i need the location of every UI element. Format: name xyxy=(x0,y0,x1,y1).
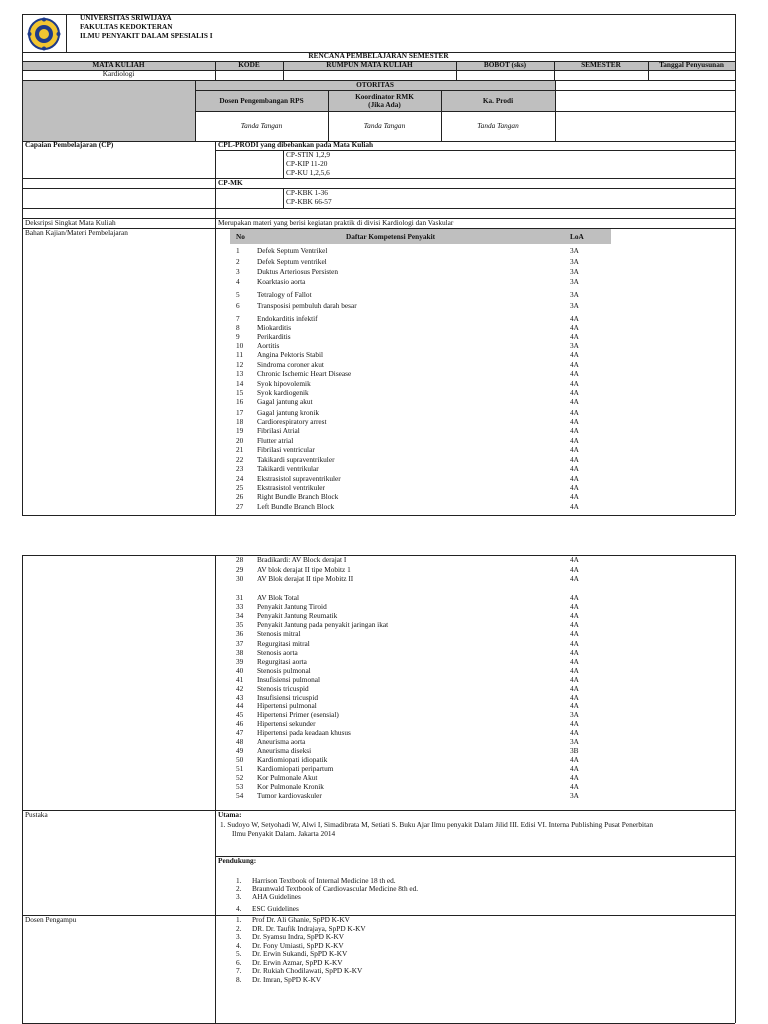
competency-level: 3A xyxy=(570,290,579,299)
competency-level: 4A xyxy=(570,701,579,710)
competency-row xyxy=(0,702,768,711)
competency-level: 3A xyxy=(570,246,579,255)
competency-row xyxy=(0,427,768,436)
otoritas-kaprodi: Ka. Prodi xyxy=(482,96,514,105)
competency-name: Kor Pulmonale Kronik xyxy=(257,782,324,791)
competency-level: 4A xyxy=(570,483,579,492)
competency-row xyxy=(0,456,768,465)
competency-level: 4A xyxy=(570,360,579,369)
competency-col-name: Daftar Kompetensi Penyakit xyxy=(346,232,436,241)
competency-row xyxy=(0,649,768,658)
competency-number: 2 xyxy=(236,257,240,266)
competency-row xyxy=(0,503,768,512)
dosen-number: 7. xyxy=(236,966,242,975)
competency-number: 10 xyxy=(236,341,244,350)
competency-number: 43 xyxy=(236,693,244,702)
competency-row xyxy=(0,603,768,612)
competency-number: 15 xyxy=(236,388,244,397)
competency-name: Stenosis aorta xyxy=(257,648,298,657)
competency-number: 52 xyxy=(236,773,244,782)
cp-mk-item: CP-KBK 66-57 xyxy=(286,197,332,206)
dosen-name: Dr. Syamsu Indra, SpPD K-KV xyxy=(252,932,345,941)
otoritas-koordinator-note: (Jika Ada) xyxy=(368,100,401,109)
pendukung-no: 1. xyxy=(236,876,242,885)
dosen-label: Dosen Pengampu xyxy=(25,915,77,924)
header-tanggal: Tanggal Penyusunan xyxy=(659,60,724,69)
competency-number: 1 xyxy=(236,246,240,255)
competency-level: 4A xyxy=(570,369,579,378)
competency-number: 18 xyxy=(236,417,244,426)
dosen-name: Dr. Erwin Sukandi, SpPD K-KV xyxy=(252,949,348,958)
competency-number: 41 xyxy=(236,675,244,684)
pendukung-no: 2. xyxy=(236,884,242,893)
competency-number: 9 xyxy=(236,332,240,341)
dosen-number: 1. xyxy=(236,915,242,924)
competency-level: 4A xyxy=(570,574,579,583)
competency-row xyxy=(0,756,768,765)
competency-row xyxy=(0,258,768,267)
competency-number: 28 xyxy=(236,555,244,564)
competency-level: 4A xyxy=(570,719,579,728)
sign-koordinator: Tanda Tangan xyxy=(363,121,406,130)
cpl-prodi-title: CPL-PRODI yang dibebankan pada Mata Kuliah xyxy=(218,140,374,149)
competency-name: Stenosis mitral xyxy=(257,629,301,638)
competency-row xyxy=(0,667,768,676)
competency-row xyxy=(0,575,768,584)
dosen-number: 3. xyxy=(236,932,242,941)
competency-number: 53 xyxy=(236,782,244,791)
competency-number: 48 xyxy=(236,737,244,746)
competency-row xyxy=(0,658,768,667)
competency-row xyxy=(0,446,768,455)
cp-mk-title: CP-MK xyxy=(218,178,243,187)
competency-level: 4A xyxy=(570,502,579,511)
competency-name: Sindroma coroner akut xyxy=(257,360,324,369)
competency-level: 4A xyxy=(570,648,579,657)
competency-level: 3A xyxy=(570,301,579,310)
competency-row xyxy=(0,640,768,649)
competency-level: 4A xyxy=(570,350,579,359)
competency-row xyxy=(0,475,768,484)
dosen-name: Dr. Rukiah Chodilawati, SpPD K-KV xyxy=(252,966,363,975)
competency-number: 5 xyxy=(236,290,240,299)
pendukung-ref: ESC Guidelines xyxy=(252,904,299,913)
competency-row xyxy=(0,792,768,801)
competency-level: 4A xyxy=(570,555,579,564)
pendukung-no: 4. xyxy=(236,904,242,913)
competency-name: Gagal jantung akut xyxy=(257,397,313,406)
competency-number: 30 xyxy=(236,574,244,583)
competency-number: 47 xyxy=(236,728,244,737)
competency-row xyxy=(0,291,768,300)
competency-name: Gagal jantung kronik xyxy=(257,408,320,417)
competency-level: 3A xyxy=(570,737,579,746)
competency-level: 4A xyxy=(570,675,579,684)
competency-name: Ekstrasistol ventrikuler xyxy=(257,483,325,492)
competency-name: Syok hipovolemik xyxy=(257,379,311,388)
competency-name: Tumor kardiovaskuler xyxy=(257,791,322,800)
competency-name: Hipertensi pada keadaan khusus xyxy=(257,728,351,737)
cp-mk-item: CP-KBK 1-36 xyxy=(286,188,328,197)
competency-name: AV blok derajat II tipe Mobitz 1 xyxy=(257,565,351,574)
faculty-name: FAKULTAS KEDOKTERAN xyxy=(80,22,173,31)
header-mata-kuliah: MATA KULIAH xyxy=(92,60,145,69)
header-bobot: BOBOT (sks) xyxy=(483,60,527,69)
competency-level: 4A xyxy=(570,426,579,435)
competency-row xyxy=(0,594,768,603)
competency-name: Aneurisma aorta xyxy=(257,737,306,746)
cpl-prodi-item: CP-KIP 11-20 xyxy=(286,159,328,168)
competency-name: Cardiorespiratory arrest xyxy=(257,417,327,426)
competency-name: Syok kardiogenik xyxy=(257,388,309,397)
otoritas-koordinator: Koordinator RMK xyxy=(355,92,414,101)
competency-name: Ekstrasistol supraventrikuler xyxy=(257,474,341,483)
competency-level: 4A xyxy=(570,693,579,702)
competency-number: 31 xyxy=(236,593,244,602)
competency-name: Right Bundle Branch Block xyxy=(257,492,339,501)
competency-name: Fibrilasi ventricular xyxy=(257,445,315,454)
competency-name: Stenosis pulmonal xyxy=(257,666,311,675)
competency-name: Tetralogy of Fallot xyxy=(257,290,312,299)
competency-row xyxy=(0,324,768,333)
competency-number: 29 xyxy=(236,565,244,574)
competency-number: 50 xyxy=(236,755,244,764)
competency-number: 17 xyxy=(236,408,244,417)
competency-number: 37 xyxy=(236,639,244,648)
competency-level: 4A xyxy=(570,602,579,611)
sign-dosen: Tanda Tangan xyxy=(240,121,283,130)
otoritas-dosen: Dosen Pengembangan RPS xyxy=(219,96,304,105)
cpl-prodi-item: CP-KU 1,2,5,6 xyxy=(286,168,330,177)
competency-name: Takikardi ventrikular xyxy=(257,464,319,473)
competency-level: 4A xyxy=(570,620,579,629)
competency-number: 21 xyxy=(236,445,244,454)
competency-level: 4A xyxy=(570,611,579,620)
university-name: UNIVERSITAS SRIWIJAYA xyxy=(80,13,172,22)
competency-level: 4A xyxy=(570,455,579,464)
pustaka-pendukung-title: Pendukung: xyxy=(218,856,257,865)
pustaka-label: Pustaka xyxy=(25,810,48,819)
competency-name: Hipertensi pulmonal xyxy=(257,701,317,710)
competency-number: 42 xyxy=(236,684,244,693)
competency-number: 39 xyxy=(236,657,244,666)
competency-level: 4A xyxy=(570,408,579,417)
competency-name: Transposisi pembuluh darah besar xyxy=(257,301,357,310)
competency-number: 14 xyxy=(236,379,244,388)
competency-level: 4A xyxy=(570,666,579,675)
competency-level: 4A xyxy=(570,464,579,473)
pustaka-utama-ref-cont: Ilmu Penyakit Dalam. Jakarta 2014 xyxy=(232,829,336,838)
bahan-label: Bahan Kajian/Materi Pembelajaran xyxy=(25,228,128,237)
competency-row xyxy=(0,418,768,427)
deskripsi-text: Merupakan materi yang berisi kegiatan praktik di divisi Kardiologi dan Vaskular xyxy=(218,218,454,227)
pendukung-no: 3. xyxy=(236,892,242,901)
competency-name: Defek Septum ventrikel xyxy=(257,257,327,266)
competency-number: 35 xyxy=(236,620,244,629)
competency-row xyxy=(0,774,768,783)
competency-row xyxy=(0,268,768,277)
competency-row xyxy=(0,566,768,575)
competency-row xyxy=(0,711,768,720)
competency-level: 3A xyxy=(570,277,579,286)
competency-name: Bradikardi: AV Block derajat I xyxy=(257,555,347,564)
competency-level: 4A xyxy=(570,657,579,666)
competency-level: 4A xyxy=(570,764,579,773)
competency-name: AV Blok derajat II tipe Mobitz II xyxy=(257,574,354,583)
pendukung-ref: Harrison Textbook of Internal Medicine 18 th ed. xyxy=(252,876,396,885)
competency-number: 22 xyxy=(236,455,244,464)
sign-kaprodi: Tanda Tangan xyxy=(477,121,519,130)
competency-name: Penyakit Jantung pada penyakit jaringan ikat xyxy=(257,620,389,629)
competency-row xyxy=(0,765,768,774)
competency-number: 19 xyxy=(236,426,244,435)
department-name: ILMU PENYAKIT DALAM SPESIALIS I xyxy=(80,31,213,40)
competency-name: Kor Pulmonale Akut xyxy=(257,773,318,782)
competency-name: Chronic Ischemic Heart Disease xyxy=(257,369,352,378)
competency-name: Penyakit Jantung Tiroid xyxy=(257,602,327,611)
competency-level: 3B xyxy=(570,746,579,755)
competency-row xyxy=(0,342,768,351)
competency-name: Duktus Arteriosus Persisten xyxy=(257,267,339,276)
competency-number: 8 xyxy=(236,323,240,332)
competency-number: 40 xyxy=(236,666,244,675)
competency-level: 4A xyxy=(570,755,579,764)
deskripsi-label: Deksripsi Singkat Mata Kuliah xyxy=(25,218,116,227)
competency-level: 4A xyxy=(570,684,579,693)
competency-row xyxy=(0,556,768,565)
cpl-prodi-item: CP-STIN 1,2,9 xyxy=(286,150,330,159)
competency-number: 45 xyxy=(236,710,244,719)
competency-row xyxy=(0,493,768,502)
competency-number: 7 xyxy=(236,314,240,323)
competency-name: Insufisiensi pulmonal xyxy=(257,675,321,684)
pendukung-ref: Braunwald Textbook of Cardiovascular Medicine 8th ed. xyxy=(252,884,419,893)
competency-name: Aortitis xyxy=(257,341,280,350)
competency-number: 38 xyxy=(236,648,244,657)
competency-level: 4A xyxy=(570,436,579,445)
competency-row xyxy=(0,484,768,493)
competency-number: 6 xyxy=(236,301,240,310)
competency-level: 4A xyxy=(570,332,579,341)
header-semester: SEMESTER xyxy=(581,60,621,69)
competency-number: 12 xyxy=(236,360,244,369)
competency-level: 3A xyxy=(570,267,579,276)
competency-name: Hipertensi Primer (esensial) xyxy=(257,710,339,719)
competency-row xyxy=(0,409,768,418)
competency-level: 4A xyxy=(570,629,579,638)
competency-name: Koarktasio aorta xyxy=(257,277,306,286)
competency-number: 51 xyxy=(236,764,244,773)
competency-number: 36 xyxy=(236,629,244,638)
pustaka-utama-title: Utama: xyxy=(218,810,242,819)
competency-number: 4 xyxy=(236,277,240,286)
competency-name: Kardiomiopati peripartum xyxy=(257,764,334,773)
competency-row xyxy=(0,302,768,311)
competency-level: 4A xyxy=(570,639,579,648)
competency-row xyxy=(0,370,768,379)
competency-level: 4A xyxy=(570,397,579,406)
competency-number: 13 xyxy=(236,369,244,378)
competency-row xyxy=(0,720,768,729)
competency-name: Regurgitasi mitral xyxy=(257,639,310,648)
competency-level: 4A xyxy=(570,593,579,602)
dosen-name: Prof Dr. Ali Ghanie, SpPD K-KV xyxy=(252,915,350,924)
competency-level: 3A xyxy=(570,257,579,266)
competency-number: 3 xyxy=(236,267,240,276)
competency-row xyxy=(0,389,768,398)
dosen-name: DR. Dr. Taufik Indrajaya, SpPD K-KV xyxy=(252,923,366,933)
otoritas-left-bg xyxy=(23,81,195,141)
competency-row xyxy=(0,398,768,407)
competency-level: 4A xyxy=(570,492,579,501)
competency-level: 4A xyxy=(570,417,579,426)
dosen-name: Dr. Erwin Azmar, SpPD K-KV xyxy=(252,957,343,967)
competency-number: 25 xyxy=(236,483,244,492)
competency-name: Takikardi supraventrikuler xyxy=(257,455,335,464)
competency-name: AV Blok Total xyxy=(257,593,300,602)
competency-row xyxy=(0,630,768,639)
competency-name: Perikarditis xyxy=(257,332,291,341)
dosen-number: 4. xyxy=(236,940,242,950)
competency-level: 4A xyxy=(570,474,579,483)
competency-row xyxy=(0,315,768,324)
university-logo xyxy=(27,17,61,51)
competency-name: Left Bundle Branch Block xyxy=(257,502,335,511)
competency-row xyxy=(0,437,768,446)
dosen-name: Dr. Fony Umiasti, SpPD K-KV xyxy=(252,940,344,950)
competency-number: 11 xyxy=(236,350,244,359)
competency-row xyxy=(0,465,768,474)
competency-row xyxy=(0,738,768,747)
competency-level: 3A xyxy=(570,341,579,350)
header-kode: KODE xyxy=(238,60,260,69)
pendukung-ref: AHA Guidelines xyxy=(252,892,301,901)
competency-level: 4A xyxy=(570,388,579,397)
competency-level: 4A xyxy=(570,773,579,782)
dosen-number: 8. xyxy=(236,974,242,984)
competency-row xyxy=(0,783,768,792)
competency-number: 34 xyxy=(236,611,244,620)
competency-row xyxy=(0,380,768,389)
dosen-number: 5. xyxy=(236,949,242,958)
competency-number: 49 xyxy=(236,746,244,755)
otoritas-title: OTORITAS xyxy=(356,80,394,89)
competency-row xyxy=(0,361,768,370)
competency-row xyxy=(0,729,768,738)
dosen-name: Dr. Imran, SpPD K-KV xyxy=(252,974,322,984)
competency-name: Flutter atrial xyxy=(257,436,294,445)
competency-row xyxy=(0,351,768,360)
competency-name: Kardiomiopati idiopatik xyxy=(257,755,328,764)
competency-number: 46 xyxy=(236,719,244,728)
competency-name: Penyakit Jantung Reumatik xyxy=(257,611,338,620)
plan-title: RENCANA PEMBELAJARAN SEMESTER xyxy=(308,51,449,60)
competency-col-level: LoA xyxy=(570,232,584,241)
competency-name: Endokarditis infektif xyxy=(257,314,318,323)
competency-number: 24 xyxy=(236,474,244,483)
competency-number: 44 xyxy=(236,701,244,710)
competency-number: 33 xyxy=(236,602,244,611)
competency-row xyxy=(0,333,768,342)
competency-level: 4A xyxy=(570,565,579,574)
competency-row xyxy=(0,247,768,256)
competency-level: 4A xyxy=(570,445,579,454)
dosen-number: 6. xyxy=(236,957,242,967)
competency-row xyxy=(0,685,768,694)
competency-level: 4A xyxy=(570,782,579,791)
competency-name: Miokarditis xyxy=(257,323,292,332)
competency-row xyxy=(0,676,768,685)
cp-label: Capaian Pembelajaran (CP) xyxy=(25,140,114,149)
competency-name: Defek Septum Ventrikel xyxy=(257,246,328,255)
competency-number: 23 xyxy=(236,464,244,473)
competency-row xyxy=(0,621,768,630)
competency-row xyxy=(0,747,768,756)
course-name: Kardiologi xyxy=(102,69,135,78)
competency-level: 3A xyxy=(570,791,579,800)
competency-number: 27 xyxy=(236,502,244,511)
header-rumpun: RUMPUN MATA KULIAH xyxy=(326,60,413,69)
competency-level: 4A xyxy=(570,728,579,737)
competency-row xyxy=(0,278,768,287)
competency-level: 4A xyxy=(570,323,579,332)
competency-name: Aneurisma diseksi xyxy=(257,746,312,755)
competency-col-no: No xyxy=(236,232,245,241)
competency-number: 54 xyxy=(236,791,244,800)
competency-name: Stenosis tricuspid xyxy=(257,684,309,693)
pustaka-utama-ref: 1. Sudoyo W, Setyohadi W, Alwi I, Simadibrata M, Setiati S. Buku Ajar Ilmu penyakit Dalam Jilid III. Edisi VI. Interna Publishing Pusat Penerbitan xyxy=(220,820,653,829)
competency-name: Insufisiensi tricuspid xyxy=(257,693,319,702)
competency-name: Hipertensi sekunder xyxy=(257,719,316,728)
competency-number: 20 xyxy=(236,436,244,445)
competency-name: Regurgitasi aorta xyxy=(257,657,307,666)
competency-level: 3A xyxy=(570,710,579,719)
dosen-number: 2. xyxy=(236,923,242,933)
competency-number: 16 xyxy=(236,397,244,406)
competency-level: 4A xyxy=(570,379,579,388)
competency-name: Angina Pektoris Stabil xyxy=(257,350,324,359)
competency-level: 4A xyxy=(570,314,579,323)
competency-name: Fibrilasi Atrial xyxy=(257,426,300,435)
competency-number: 26 xyxy=(236,492,244,501)
